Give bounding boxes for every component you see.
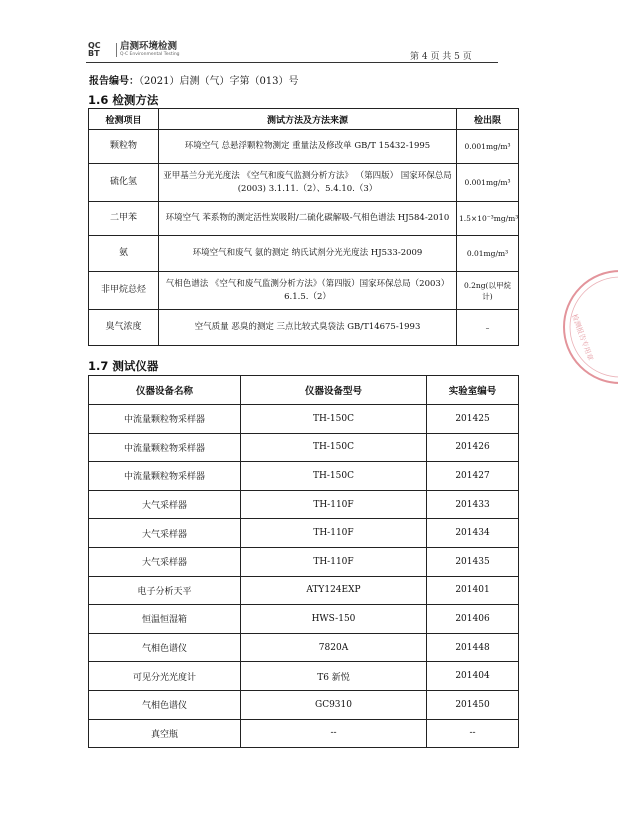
- instruments-table: [88, 375, 519, 748]
- method-cell: 亚甲基兰分光光度法 《空气和废气监测分析方法》 （第四版） 国家环保总局(2003) 3.1.11.（2）、5.4.10.（3）: [159, 164, 457, 202]
- header-divider: [86, 62, 498, 63]
- table-row: [89, 519, 519, 548]
- table-row: [89, 405, 519, 434]
- table-row: [89, 236, 519, 272]
- lab-code: 201427: [427, 462, 519, 491]
- instrument-name: 恒温恒湿箱: [89, 605, 241, 634]
- table-row: [89, 310, 519, 346]
- item-cell: 氨: [89, 236, 159, 272]
- seal-stamp-icon: [558, 257, 618, 397]
- methods-header-row: [89, 109, 519, 130]
- method-cell: 环境空气 总悬浮颗粒物测定 重量法及修改单 GB/T 15432-1995: [159, 130, 457, 164]
- logo-divider: [116, 43, 117, 57]
- lab-code: 201426: [427, 433, 519, 462]
- table-row: [89, 547, 519, 576]
- page-number: 第 4 页 共 5 页: [410, 52, 472, 62]
- table-row: [89, 605, 519, 634]
- instrument-name: 中流量颗粒物采样器: [89, 462, 241, 491]
- table-row: [89, 576, 519, 605]
- instrument-model: TH-150C: [241, 462, 427, 491]
- instrument-model: TH-110F: [241, 519, 427, 548]
- method-cell: 环境空气和废气 氨的测定 纳氏试剂分光光度法 HJ533-2009: [159, 236, 457, 272]
- instrument-name: 大气采样器: [89, 519, 241, 548]
- header-cell: 仪器设备名称: [89, 376, 241, 405]
- instrument-name: 真空瓶: [89, 719, 241, 748]
- table-row: [89, 433, 519, 462]
- table-row: [89, 272, 519, 310]
- instrument-name: 电子分析天平: [89, 576, 241, 605]
- logo-abbr-bottom: BT: [88, 48, 100, 58]
- header-cell: 仪器设备型号: [241, 376, 427, 405]
- limit-cell: 0.01mg/m³: [457, 236, 519, 272]
- lab-code: 201450: [427, 690, 519, 719]
- section-title-methods: 1.6 检测方法: [88, 93, 159, 107]
- instrument-name: 大气采样器: [89, 490, 241, 519]
- svg-text:检测报告专用章: 检测报告专用章: [570, 312, 595, 362]
- logo-company-english: Q·C Environmental Testing: [120, 52, 180, 57]
- lab-code: 201435: [427, 547, 519, 576]
- item-cell: 颗粒物: [89, 130, 159, 164]
- instrument-model: T6 新悦: [241, 662, 427, 691]
- instrument-name: 大气采样器: [89, 547, 241, 576]
- report-number: [89, 72, 299, 87]
- table-row: [89, 462, 519, 491]
- lab-code: 201448: [427, 633, 519, 662]
- table-row: [89, 164, 519, 202]
- instrument-model: TH-110F: [241, 490, 427, 519]
- limit-cell: 1.5×10⁻³mg/m³: [457, 202, 519, 236]
- header-cell: 实验室编号: [427, 376, 519, 405]
- lab-code: 201433: [427, 490, 519, 519]
- method-cell: 空气质量 恶臭的测定 三点比较式臭袋法 GB/T14675-1993: [159, 310, 457, 346]
- table-row: [89, 490, 519, 519]
- instrument-model: 7820A: [241, 633, 427, 662]
- lab-code: 201425: [427, 405, 519, 434]
- table-row: [89, 719, 519, 748]
- table-row: [89, 633, 519, 662]
- instrument-model: GC9310: [241, 690, 427, 719]
- limit-cell: 0.001mg/m³: [457, 164, 519, 202]
- instrument-name: 可见分光光度计: [89, 662, 241, 691]
- method-cell: 环境空气 苯系物的测定活性炭吸附/二硫化碳解吸-气相色谱法 HJ584-2010: [159, 202, 457, 236]
- methods-table: [88, 108, 519, 346]
- header-cell: 检测项目: [89, 109, 159, 130]
- lab-code: 201406: [427, 605, 519, 634]
- report-number-label: 报告编号：: [89, 76, 139, 87]
- company-logo: [88, 41, 180, 58]
- instrument-name: 中流量颗粒物采样器: [89, 405, 241, 434]
- limit-cell: –: [457, 310, 519, 346]
- instrument-name: 中流量颗粒物采样器: [89, 433, 241, 462]
- limit-cell: 0.001mg/m³: [457, 130, 519, 164]
- instrument-model: TH-110F: [241, 547, 427, 576]
- item-cell: 臭气浓度: [89, 310, 159, 346]
- logo-mark-icon: [88, 42, 114, 58]
- instrument-name: 气相色谱仪: [89, 690, 241, 719]
- limit-cell: 0.2ng(以甲烷计): [457, 272, 519, 310]
- report-number-value: （2021）启测（气）字第（013）号: [139, 76, 299, 87]
- table-row: [89, 690, 519, 719]
- instrument-name: 气相色谱仪: [89, 633, 241, 662]
- item-cell: 硫化氢: [89, 164, 159, 202]
- header-cell: 测试方法及方法来源: [159, 109, 457, 130]
- header-cell: 检出限: [457, 109, 519, 130]
- method-cell: 气相色谱法 《空气和废气监测分析方法》（第四版）国家环保总局（2003）6.1.5.（2）: [159, 272, 457, 310]
- lab-code: --: [427, 719, 519, 748]
- lab-code: 201401: [427, 576, 519, 605]
- instruments-header-row: [89, 376, 519, 405]
- logo-company-name: 启测环境检测: [120, 41, 178, 52]
- item-cell: 非甲烷总烃: [89, 272, 159, 310]
- table-row: [89, 202, 519, 236]
- logo-abbr-top: QC: [88, 40, 101, 50]
- lab-code: 201404: [427, 662, 519, 691]
- instrument-model: ATY124EXP: [241, 576, 427, 605]
- table-row: [89, 130, 519, 164]
- instrument-model: HWS-150: [241, 605, 427, 634]
- item-cell: 二甲苯: [89, 202, 159, 236]
- instrument-model: TH-150C: [241, 405, 427, 434]
- section-title-instruments: 1.7 测试仪器: [88, 359, 159, 373]
- instrument-model: TH-150C: [241, 433, 427, 462]
- table-row: [89, 662, 519, 691]
- instrument-model: --: [241, 719, 427, 748]
- lab-code: 201434: [427, 519, 519, 548]
